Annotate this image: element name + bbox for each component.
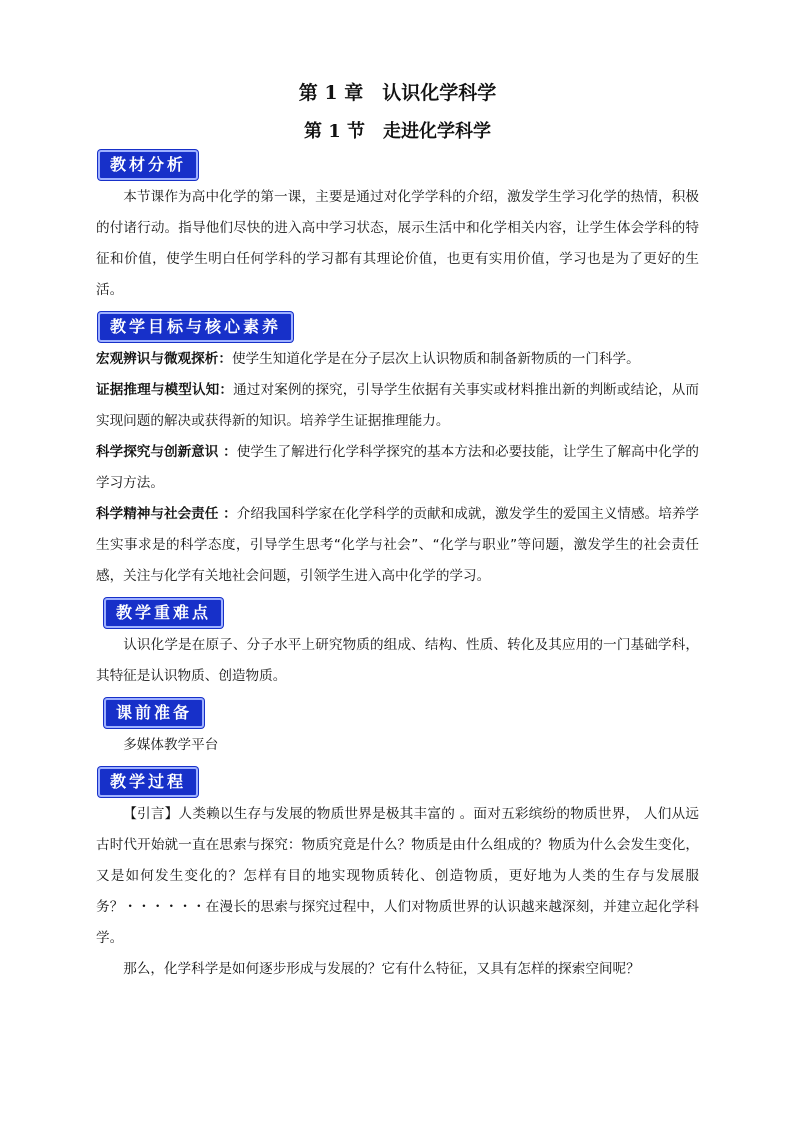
goal-item (96, 499, 699, 592)
process-tag: 教学过程 (98, 767, 198, 797)
keypoints-heading (96, 596, 699, 630)
document-page (96, 76, 699, 985)
goal-text: 介绍我国科学家在化学科学的贡献和成就，激发学生的爱国主义情感。培养学生实事求是的科学态度，引导学生思考“化学与社会”、“化学与职业”等问题，激发学生的社会责任感，关注与化学有关地社会问题，引领学生进入高中化学的学习。 (96, 506, 700, 584)
goal-text: 使学生了解进行化学科学探究的基本方法和必要技能，让学生了解高中化学的学习方法。 (96, 444, 700, 491)
section-title: 第 1 节 走进化学科学 (303, 121, 492, 142)
goal-item (96, 437, 699, 499)
goal-item (96, 344, 699, 375)
goal-item (96, 375, 699, 437)
goals-heading (96, 310, 699, 344)
process-intro: 【引言】人类赖以生存与发展的物质世界是极其丰富的 。面对五彩缤纷的物质世界， 人们从远古时代开始就一直在思索与探究：物质究竟是什么？物质是由什么组成的？物质为什么会发生变化，又是如何发生变化的？怎样有目的地实现物质转化、创造物质，更好地为人类的生存与发展服务？・・・・・・在漫长的思索与探究过程中，人们对物质世界的认识越来越深刻，并建立起化学科学。 (96, 806, 699, 946)
keypoints-text: 认识化学是在原子、分子水平上研究物质的组成、结构、性质、转化及其应用的一门基础学科，其特征是认识物质、创造物质。 (96, 637, 699, 684)
prep-text: 多媒体教学平台 (123, 737, 219, 753)
goal-term: 宏观辨识与微观探析： (96, 351, 232, 367)
goal-term: 科学探究与创新意识 ： (96, 444, 237, 460)
analysis-tag: 教材分析 (98, 150, 198, 180)
process-question: 那么，化学科学是如何逐步形成与发展的？它有什么特征，又具有怎样的探索空间呢？ (123, 961, 640, 977)
goal-term: 科学精神与社会责任 ： (96, 506, 237, 522)
prep-tag: 课前准备 (104, 698, 204, 728)
analysis-text: 本节课作为高中化学的第一课，主要是通过对化学学科的介绍，激发学生学习化学的热情，积极的付诸行动。指导他们尽快的进入高中学习状态，展示生活中和化学相关内容，让学生体会学科的特征和价值，使学生明白任何学科的学习都有其理论价值，也更有实用价值，学习也是为了更好的生活。 (96, 189, 699, 298)
keypoints-tag: 教学重难点 (104, 598, 223, 628)
prep-heading (96, 696, 699, 730)
analysis-heading (96, 148, 699, 182)
goal-text: 使学生知道化学是在分子层次上认识物质和制备新物质的一门科学。 (231, 351, 640, 367)
goals-tag: 教学目标与核心素养 (98, 312, 293, 342)
chapter-title: 第 1 章 认识化学科学 (298, 82, 497, 104)
goal-text: 通过对案例的探究，引导学生依据有关事实或材料推出新的判断或结论，从而实现问题的解决或获得新的知识。培养学生证据推理能力。 (96, 382, 700, 429)
goal-term: 证据推理与模型认知： (96, 382, 234, 398)
process-heading (96, 765, 699, 799)
